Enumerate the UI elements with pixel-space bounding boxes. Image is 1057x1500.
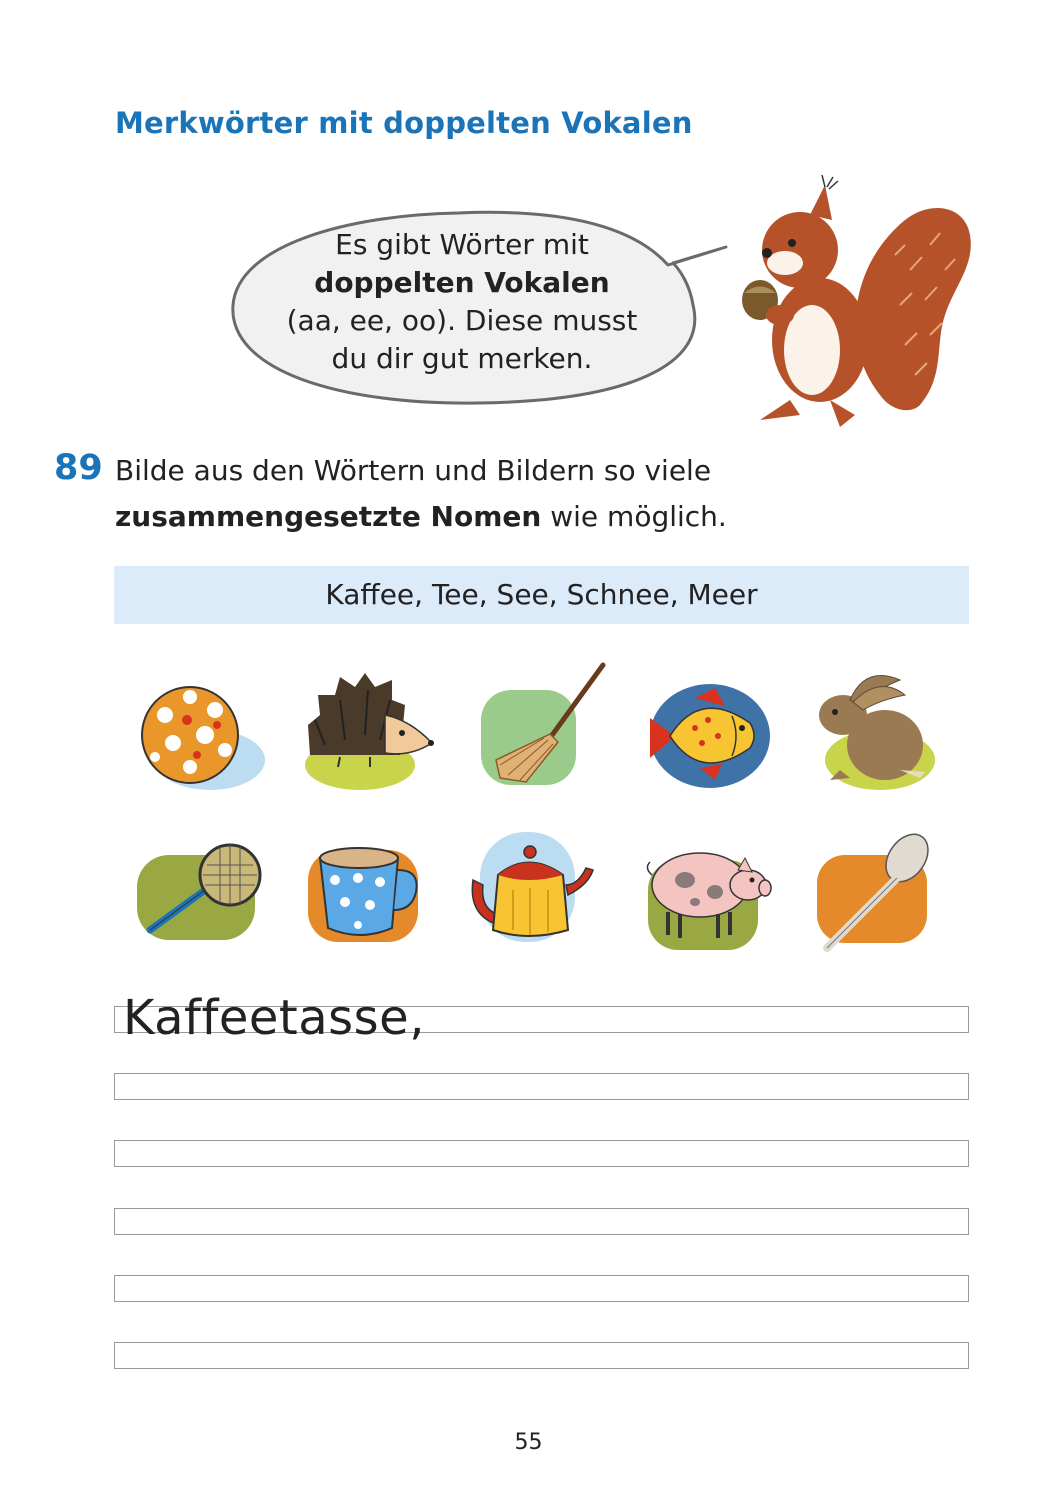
task-bold: zusammengesetzte Nomen <box>115 500 542 533</box>
fish-icon <box>640 668 775 803</box>
word-list-box: Kaffee, Tee, See, Schnee, Meer <box>114 566 969 624</box>
task-number: 89 <box>54 448 103 488</box>
teapot-icon <box>468 830 603 965</box>
page-number: 55 <box>514 1430 543 1455</box>
bubble-line-2: doppelten Vokalen <box>314 266 610 299</box>
writing-line[interactable] <box>114 1073 969 1100</box>
task-instruction <box>115 448 895 540</box>
bubble-line-3: (aa, ee, oo). Diese musst <box>286 304 638 337</box>
strainer-icon <box>135 830 270 965</box>
task-line-2 <box>115 494 895 540</box>
example-answer: Kaffeetasse, <box>123 990 425 1046</box>
squirrel-icon <box>730 175 975 430</box>
hedgehog-icon <box>300 665 435 800</box>
pig-icon <box>640 830 775 965</box>
broom-icon <box>478 660 613 795</box>
bubble-line-4: du dir gut merken. <box>331 342 593 375</box>
writing-line[interactable] <box>114 1140 969 1167</box>
task-line-1: Bilde aus den Wörtern und Bildern so viele <box>115 454 712 487</box>
page-heading: Merkwörter mit doppelten Vokalen <box>115 106 693 140</box>
speech-bubble-text <box>262 226 662 378</box>
writing-line[interactable] <box>114 1208 969 1235</box>
writing-line[interactable] <box>114 1275 969 1302</box>
ball-icon <box>135 665 270 800</box>
writing-line[interactable] <box>114 1342 969 1369</box>
bubble-line-1: Es gibt Wörter mit <box>335 228 589 261</box>
rabbit-icon <box>805 660 940 795</box>
cup-icon <box>300 830 435 965</box>
spoon-icon <box>812 830 947 965</box>
task-rest: wie möglich. <box>541 500 727 533</box>
